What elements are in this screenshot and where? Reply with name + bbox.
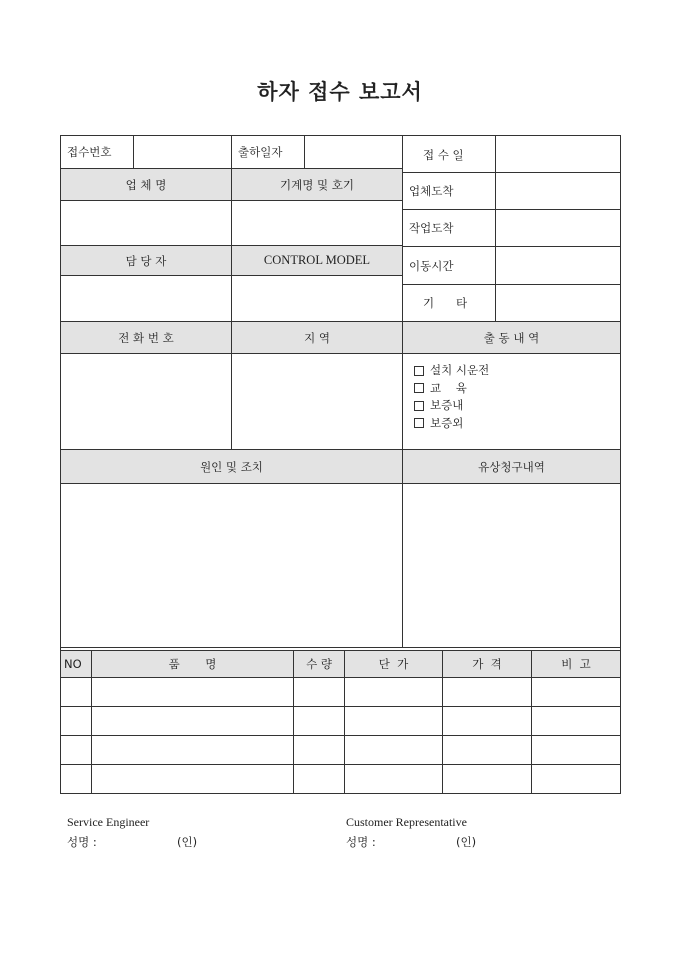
table-row[interactable] [61, 736, 620, 764]
row-line [60, 647, 621, 648]
receipt-no-field[interactable] [134, 136, 231, 168]
machine-label: 기계명 및 호기 [280, 177, 354, 192]
dispatch-options [414, 362, 489, 432]
claim-label: 유상청구내역 [478, 459, 545, 474]
checkbox-label: 설치 시운전 [430, 363, 490, 377]
receipt-no-label: 접수번호 [67, 145, 112, 159]
region-field[interactable] [232, 354, 402, 449]
col-header-no: NO [64, 657, 82, 671]
col-header-note: 비 고 [561, 657, 591, 671]
other-field[interactable] [496, 285, 620, 321]
checkbox-training[interactable] [414, 380, 489, 398]
engineer-label: Service Engineer [67, 815, 150, 829]
checkbox-install[interactable] [414, 362, 489, 380]
row-line [60, 449, 621, 450]
contact-label: 담 당 자 [125, 253, 167, 268]
phone-field[interactable] [61, 354, 231, 449]
row-line [60, 321, 621, 322]
machine-header [232, 169, 402, 200]
region-label: 지 역 [304, 330, 330, 345]
checkbox-label: 교 육 [430, 380, 467, 395]
cause-label: 원인 및 조치 [200, 459, 263, 474]
work-arrival-field[interactable] [496, 210, 620, 246]
table-row[interactable] [61, 707, 620, 735]
company-name-label: 업 체 명 [125, 177, 167, 192]
customer-label: Customer Representative [346, 815, 467, 829]
customer-name-label: 성명 : [346, 835, 376, 849]
control-model-field[interactable] [232, 276, 402, 321]
table-border-bottom [60, 793, 621, 794]
cause-header [61, 450, 402, 483]
col-header-item: 품 명 [168, 657, 217, 671]
receipt-date-label: 접 수 일 [423, 147, 464, 162]
other-label: 기 타 [423, 296, 468, 310]
claim-header [403, 450, 620, 483]
table-border-right [620, 135, 621, 794]
travel-time-label: 이동시간 [409, 258, 454, 273]
table-row[interactable] [61, 678, 620, 706]
checkbox-label: 보증외 [430, 415, 464, 430]
customer-seal: (인) [456, 835, 477, 849]
work-arrival-label: 작업도착 [409, 221, 454, 235]
checkbox-warranty-out[interactable] [414, 415, 489, 433]
control-model-header [232, 246, 402, 275]
col-header-unit-price: 단 가 [378, 657, 409, 671]
engineer-name-label: 성명 : [67, 835, 97, 849]
control-model-label: CONTROL MODEL [263, 253, 371, 267]
arrival-label: 업체도착 [409, 184, 454, 198]
cause-field[interactable] [61, 484, 402, 647]
travel-time-field[interactable] [496, 247, 620, 284]
checkbox-icon[interactable] [414, 383, 424, 393]
ship-date-label: 출하일자 [238, 145, 283, 159]
ship-date-field[interactable] [305, 136, 402, 168]
phone-label: 전 화 번 호 [118, 330, 174, 345]
company-name-field[interactable] [61, 201, 231, 245]
dispatch-header [403, 322, 620, 353]
table-row[interactable] [61, 765, 620, 793]
checkbox-label: 보증내 [430, 398, 464, 412]
receipt-date-field[interactable] [496, 136, 620, 172]
arrival-field[interactable] [496, 173, 620, 209]
checkbox-icon[interactable] [414, 418, 424, 428]
page-title: 하자 접수 보고서 [257, 79, 423, 104]
phone-header [61, 322, 231, 353]
machine-field[interactable] [232, 201, 402, 245]
claim-field[interactable] [403, 484, 620, 647]
checkbox-warranty-in[interactable] [414, 397, 489, 415]
contact-field[interactable] [61, 276, 231, 321]
contact-header [61, 246, 231, 275]
checkbox-icon[interactable] [414, 366, 424, 376]
checkbox-icon[interactable] [414, 401, 424, 411]
dispatch-label: 출 동 내 역 [483, 330, 540, 345]
col-header-qty: 수 량 [306, 657, 332, 671]
company-name-header [61, 169, 231, 200]
col-header-price: 가 격 [472, 657, 502, 671]
region-header [232, 322, 402, 353]
engineer-seal: (인) [177, 835, 198, 849]
